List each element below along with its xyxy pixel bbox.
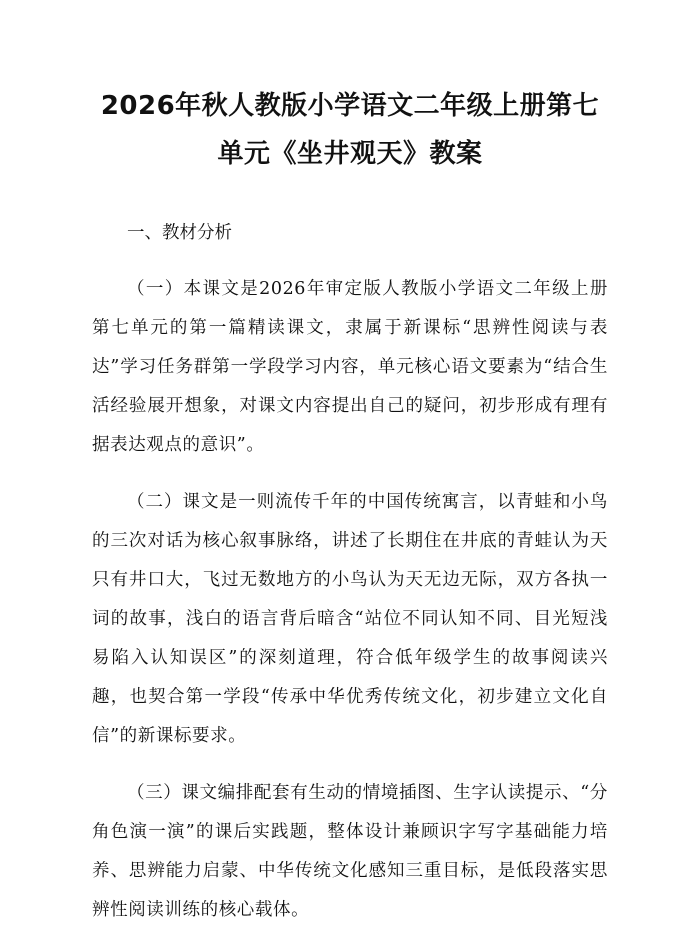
paragraph-3: （三）课文编排配套有生动的情境插图、生字认读提示、“分角色演一演”的课后实践题，整体设计兼顾识字写字基础能力培养、思辨能力启蒙、中华传统文化感知三重目标，是低段落实思辨性阅读训练的核心载体。 [92,783,608,920]
section-heading: 一、教材分析 [127,223,232,243]
document-title: 2026年秋人教版小学语文二年级上册第七单元《坐井观天》教案 [100,91,600,169]
paragraph-2: （二）课文是一则流传千年的中国传统寓言，以青蛙和小鸟的三次对话为核心叙事脉络，讲述了长期住在井底的青蛙认为天只有井口大，飞过无数地方的小鸟认为天无边无际，双方各执一词的故事，浅白的语言背后暗含“站位不同认知不同、目光短浅易陷入认知误区”的深刻道理，符合低年级学生的故事阅读兴趣，也契合第一学段“传承中华优秀传统文化，初步建立文化自信”的新课标要求。 [92,492,608,746]
paragraph-1: （一）本课文是2026年审定版人教版小学语文二年级上册第七单元的第一篇精读课文，隶属于新课标“思辨性阅读与表达”学习任务群第一学段学习内容，单元核心语文要素为“结合生活经验展开想象，对课文内容提出自己的疑问，初步形成有理有据表达观点的意识”。 [92,279,608,455]
